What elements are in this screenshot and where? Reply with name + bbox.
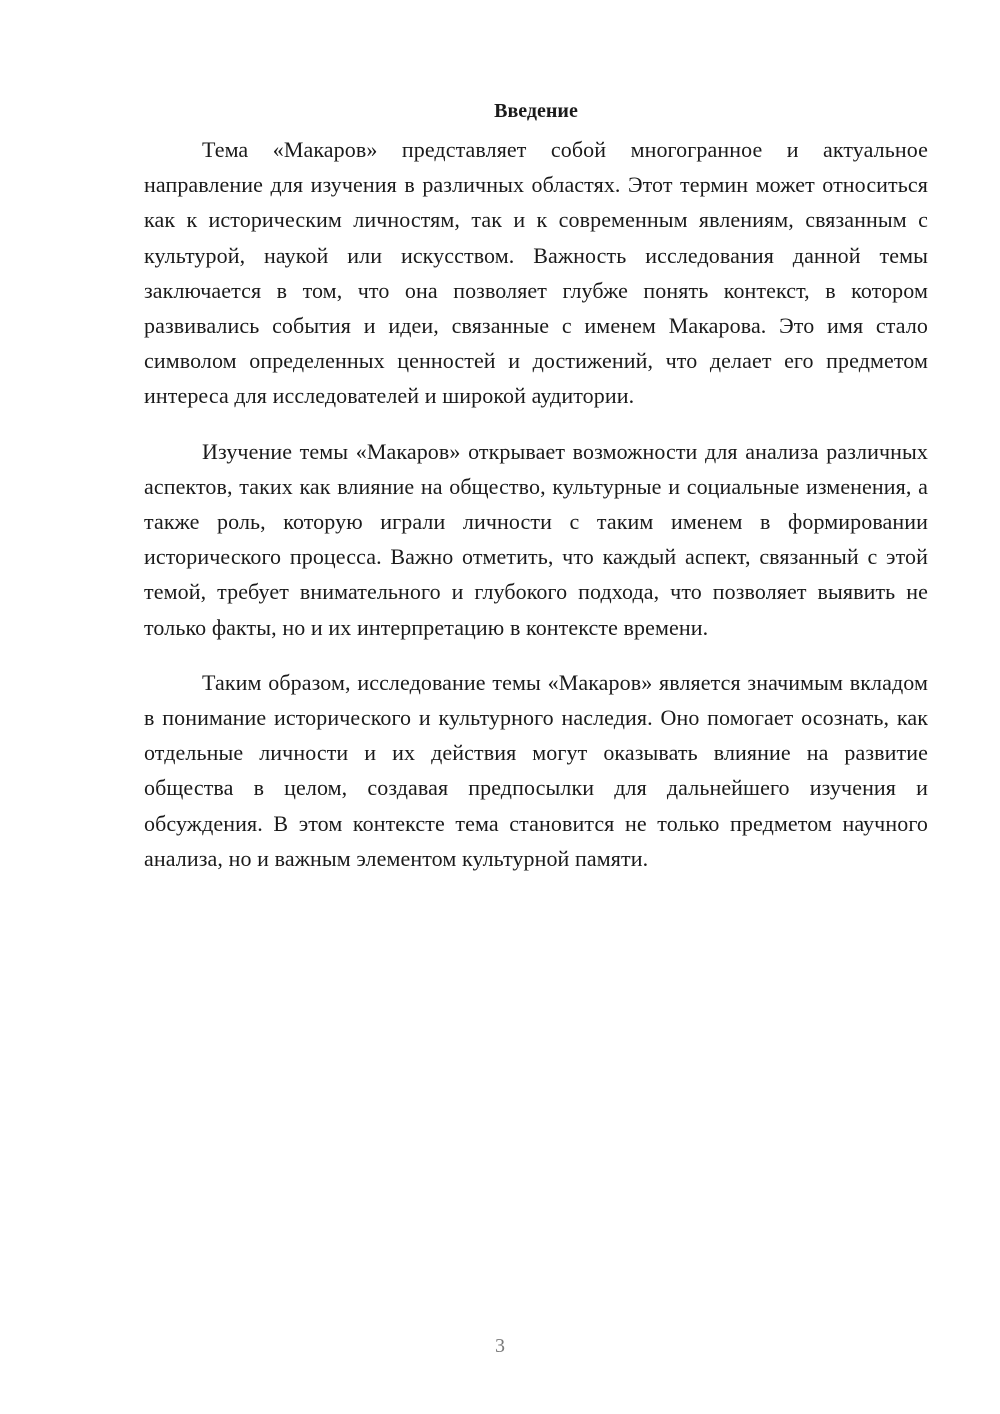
section-title: Введение xyxy=(494,100,578,122)
paragraph-3: Таким образом, исследование темы «Макаров» является значимым вкладом в понимание исторического и культурного наследия. Оно помогает осознать, как отдельные личности и их действия могут оказывать влияние на развитие общества в целом, создавая предпосылки для дальнейшего изучения и обсуждения. В этом контексте тема становится не только предметом научного анализа, но и важным элементом культурной памяти. xyxy=(144,669,928,871)
page-number: 3 xyxy=(495,1335,505,1357)
paragraph-2: Изучение темы «Макаров» открывает возможности для анализа различных аспектов, таких как влияние на общество, культурные и социальные изменения, а также роль, которую играли личности с таким именем в формировании исторического процесса. Важно отметить, что каждый аспект, связанный с этой темой, требует внимательного и глубокого подхода, что позволяет выявить не только факты, но и их интерпретацию в контексте времени. xyxy=(144,438,928,640)
paragraph-1: Тема «Макаров» представляет собой многогранное и актуальное направление для изучения в различных областях. Этот термин может относиться как к историческим личностям, так и к современным явлениям, связанным с культурой, наукой или искусством. Важность исследования данной темы заключается в том, что она позволяет глубже понять контекст, в котором развивались события и идеи, связанные с именем Макарова. Это имя стало символом определенных ценностей и достижений, что делает его предметом интереса для исследователей и широкой аудитории. xyxy=(144,137,928,409)
page-content xyxy=(144,96,928,896)
